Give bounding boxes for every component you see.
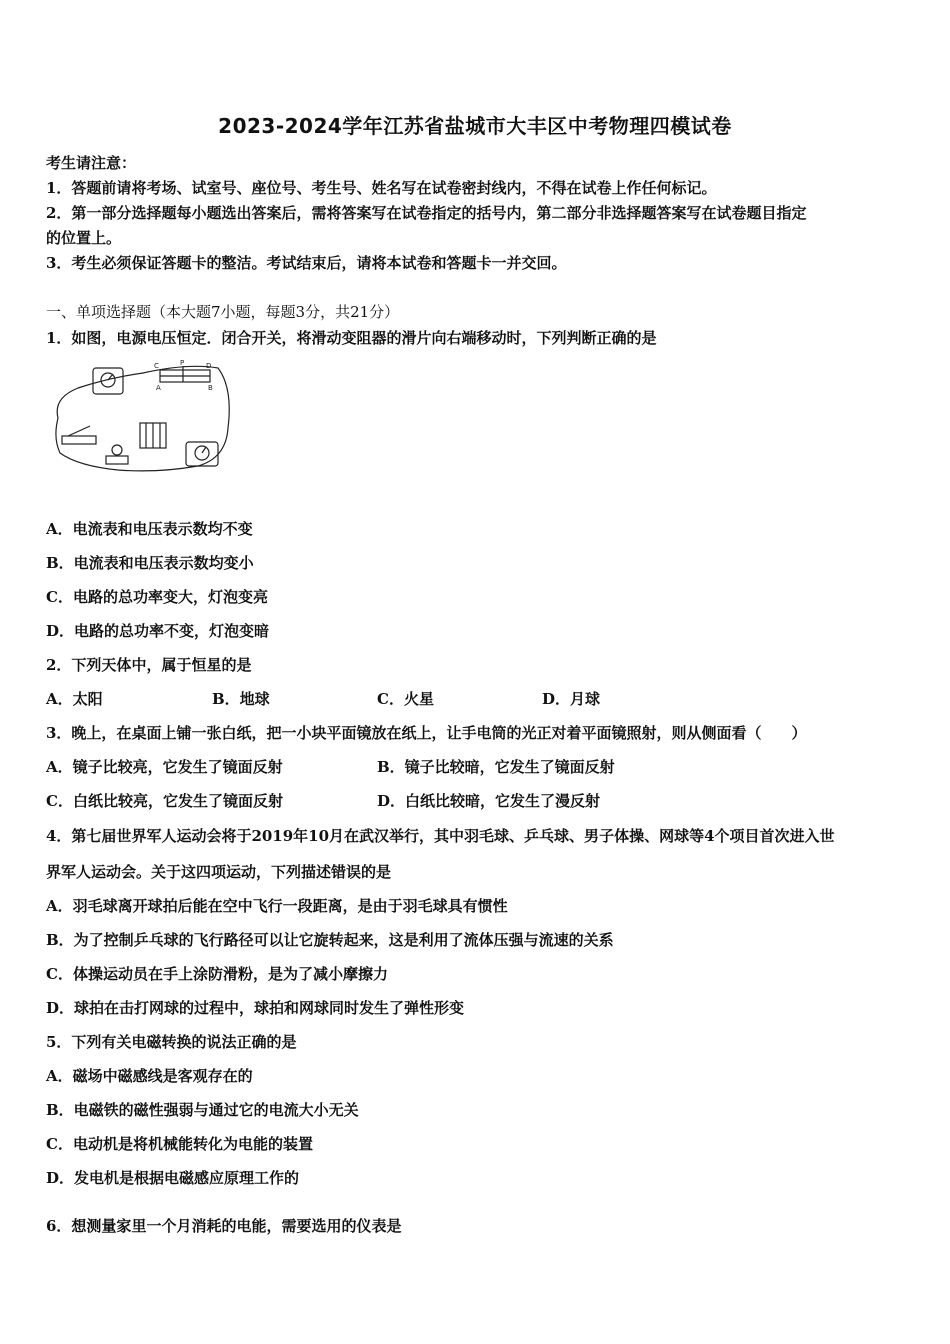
q2-option-b[interactable]: B．地球 [212, 690, 270, 708]
q3-option-b[interactable]: B．镜子比较暗，它发生了镜面反射 [377, 758, 615, 776]
q4-option-c[interactable]: C．体操运动员在手上涂防滑粉，是为了减小摩擦力 [46, 965, 388, 983]
q2-option-a[interactable]: A．太阳 [46, 690, 103, 708]
notice-item-2-cont: 的位置上。 [46, 229, 122, 247]
q1-stem: 1．如图，电源电压恒定．闭合开关，将滑动变阻器的滑片向右端移动时，下列判断正确的是 [46, 329, 657, 347]
bulb-icon [112, 445, 122, 455]
q5-option-a[interactable]: A．磁场中磁感线是客观存在的 [46, 1067, 253, 1085]
switch-icon [62, 436, 96, 444]
q1-option-a[interactable]: A．电流表和电压表示数均不变 [46, 520, 253, 538]
figure-label-b: B [208, 384, 213, 392]
q3-stem: 3．晚上，在桌面上铺一张白纸，把一小块平面镜放在纸上，让手电筒的光正对着平面镜照射，则从侧面看（ ） [46, 724, 807, 742]
notice-item-3: 3．考生必须保证答题卡的整洁。考试结束后，请将本试卷和答题卡一并交回。 [46, 254, 567, 272]
circuit-figure [48, 358, 238, 478]
q5-stem: 5．下列有关电磁转换的说法正确的是 [46, 1033, 297, 1051]
notice-heading: 考生请注意： [46, 154, 137, 172]
q2-stem: 2．下列天体中，属于恒星的是 [46, 656, 252, 674]
figure-label-d: D [206, 362, 212, 370]
page-title: 2023-2024学年江苏省盐城市大丰区中考物理四模试卷 [218, 114, 732, 138]
q4-option-a[interactable]: A．羽毛球离开球拍后能在空中飞行一段距离，是由于羽毛球具有惯性 [46, 897, 508, 915]
q6-stem: 6．想测量家里一个月消耗的电能，需要选用的仪表是 [46, 1217, 402, 1235]
q1-option-b[interactable]: B．电流表和电压表示数均变小 [46, 554, 254, 572]
q1-option-c[interactable]: C．电路的总功率变大，灯泡变亮 [46, 588, 268, 606]
q2-option-d[interactable]: D．月球 [542, 690, 601, 708]
figure-label-a: A [156, 384, 161, 392]
ammeter-icon [93, 368, 123, 394]
q3-option-c[interactable]: C．白纸比较亮，它发生了镜面反射 [46, 792, 283, 810]
q3-option-d[interactable]: D．白纸比较暗，它发生了漫反射 [377, 792, 601, 810]
q4-option-d[interactable]: D．球拍在击打网球的过程中，球拍和网球同时发生了弹性形变 [46, 999, 465, 1017]
q4-stem-line1: 4．第七届世界军人运动会将于2019年10月在武汉举行，其中羽毛球、乒乓球、男子体操、网球等4个项目首次进入世 [46, 827, 835, 845]
notice-item-2: 2．第一部分选择题每小题选出答案后，需将答案写在试卷指定的括号内，第二部分非选择题答案写在试卷题目指定 [46, 204, 807, 222]
q2-option-c[interactable]: C．火星 [377, 690, 434, 708]
q5-option-d[interactable]: D．发电机是根据电磁感应原理工作的 [46, 1169, 300, 1187]
q3-option-a[interactable]: A．镜子比较亮，它发生了镜面反射 [46, 758, 283, 776]
figure-label-p: P [180, 359, 185, 367]
section-heading: 一、单项选择题（本大题7小题，每题3分，共21分） [46, 303, 400, 321]
notice-item-1: 1．答题前请将考场、试室号、座位号、考生号、姓名写在试卷密封线内，不得在试卷上作任何标记。 [46, 179, 717, 197]
figure-label-c: C [154, 362, 159, 370]
q4-stem-line2: 界军人运动会。关于这四项运动，下列描述错误的是 [46, 863, 392, 881]
q5-option-c[interactable]: C．电动机是将机械能转化为电能的装置 [46, 1135, 313, 1153]
q1-option-d[interactable]: D．电路的总功率不变，灯泡变暗 [46, 622, 270, 640]
lamp-base-icon [106, 456, 128, 464]
q5-option-b[interactable]: B．电磁铁的磁性强弱与通过它的电流大小无关 [46, 1101, 359, 1119]
q4-option-b[interactable]: B．为了控制乒乓球的飞行路径可以让它旋转起来，这是利用了流体压强与流速的关系 [46, 931, 614, 949]
